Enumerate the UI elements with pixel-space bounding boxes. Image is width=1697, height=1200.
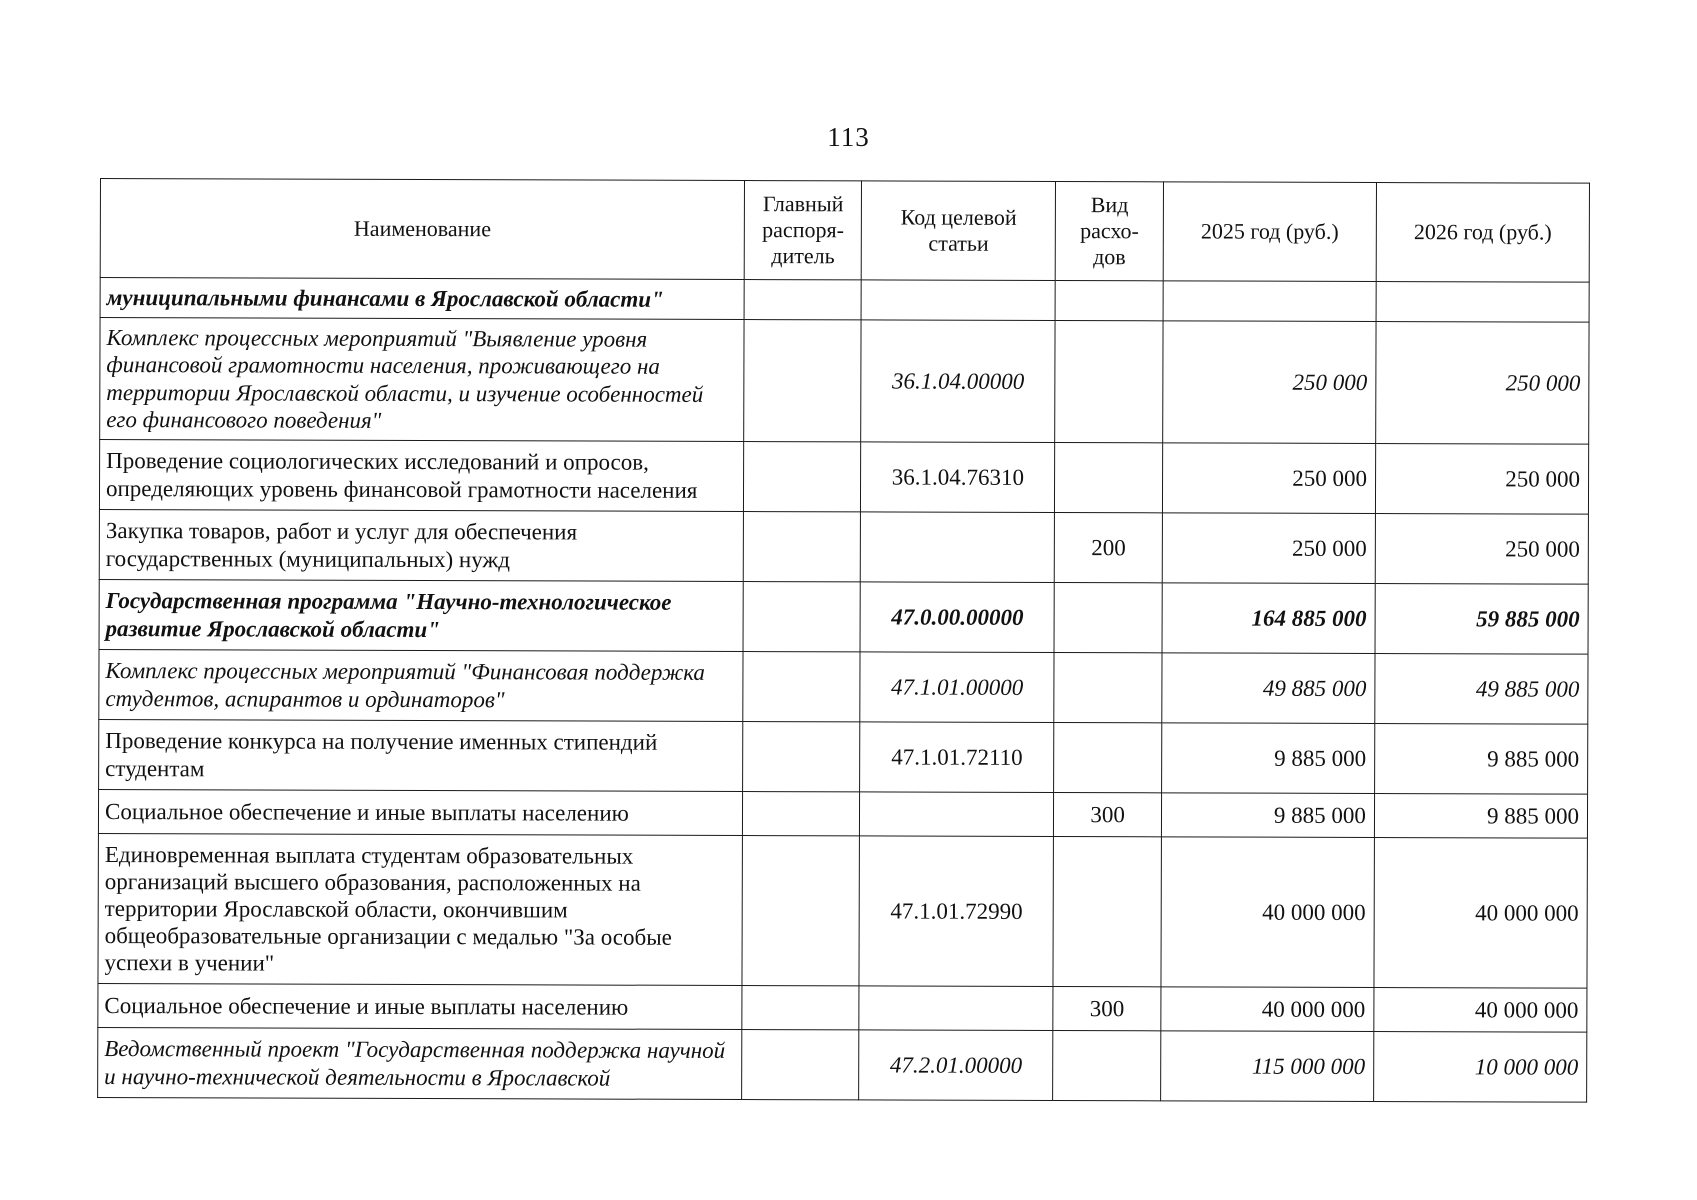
row-name-cell: Проведение конкурса на получение именных стипендий студентам [99, 719, 743, 791]
row-2026-cell [1376, 282, 1589, 323]
table-header-row [100, 179, 1589, 283]
header-code: Код целевой статьи [861, 181, 1056, 281]
row-2025-cell: 9 885 000 [1162, 723, 1375, 794]
row-2026-cell: 10 000 000 [1374, 1032, 1587, 1103]
row-kind-cell [1053, 1030, 1161, 1100]
row-2026-cell: 9 885 000 [1374, 794, 1587, 839]
row-kind-cell: 300 [1053, 986, 1161, 1030]
row-admin-cell [743, 722, 860, 792]
row-kind-cell: 300 [1054, 793, 1162, 837]
row-admin-cell [743, 652, 860, 722]
row-kind-cell [1055, 281, 1163, 321]
header-admin: Главный распоря-дитель [744, 181, 861, 280]
row-2026-cell: 59 885 000 [1375, 584, 1588, 655]
table-row [98, 1027, 1587, 1102]
row-kind-cell [1054, 583, 1162, 653]
row-2025-cell: 40 000 000 [1161, 837, 1374, 988]
row-admin-cell [743, 792, 860, 836]
row-name-cell: Комплекс процессных мероприятий "Выявление уровня финансовой грамотности населения, проживающего на территории Ярославской области, и изучение особенностей его финансового поведения" [100, 318, 745, 442]
row-admin-cell [743, 582, 860, 652]
row-2025-cell: 9 885 000 [1161, 793, 1374, 838]
row-code-cell: 47.1.01.00000 [860, 652, 1054, 723]
row-admin-cell [742, 986, 859, 1030]
row-kind-cell: 200 [1055, 513, 1163, 583]
row-2025-cell: 250 000 [1162, 513, 1375, 584]
header-2025: 2025 год (руб.) [1163, 182, 1376, 282]
table-row [99, 649, 1588, 724]
row-code-cell [859, 986, 1053, 1031]
row-code-cell: 47.2.01.00000 [859, 1030, 1053, 1101]
row-name-cell: Закупка товаров, работ и услуг для обеспечения государственных (муниципальных) нужд [99, 509, 743, 581]
row-kind-cell [1055, 321, 1163, 443]
row-admin-cell [742, 836, 859, 986]
row-name-cell: Социальное обеспечение и иные выплаты населению [98, 983, 742, 1029]
row-2025-cell: 250 000 [1162, 443, 1375, 514]
row-kind-cell [1054, 723, 1162, 793]
table-row [98, 983, 1587, 1032]
row-2026-cell: 40 000 000 [1374, 988, 1587, 1033]
table-row [99, 579, 1588, 654]
row-2026-cell: 40 000 000 [1374, 838, 1588, 989]
row-2025-cell: 49 885 000 [1162, 653, 1375, 724]
row-2026-cell: 250 000 [1376, 322, 1589, 445]
row-name-cell: Комплекс процессных мероприятий "Финансовая поддержка студентов, аспирантов и ординаторов" [99, 649, 743, 721]
row-admin-cell [742, 1030, 859, 1100]
row-kind-cell [1053, 836, 1161, 986]
row-2026-cell: 9 885 000 [1375, 724, 1588, 795]
table-row [100, 318, 1589, 445]
row-2025-cell: 115 000 000 [1161, 1031, 1374, 1102]
row-2026-cell: 49 885 000 [1375, 654, 1588, 725]
row-2026-cell: 250 000 [1375, 514, 1588, 585]
table-row [98, 833, 1587, 988]
header-kind: Вид расхо-дов [1056, 182, 1164, 281]
header-name: Наименование [100, 179, 745, 280]
row-admin-cell [744, 280, 861, 320]
row-code-cell [860, 792, 1054, 837]
row-code-cell: 36.1.04.00000 [861, 320, 1056, 443]
table-body [98, 278, 1590, 1103]
budget-table [97, 178, 1590, 1103]
table-row [98, 789, 1587, 838]
row-code-cell [860, 512, 1054, 583]
row-code-cell [861, 280, 1055, 321]
row-2025-cell: 164 885 000 [1162, 583, 1375, 654]
row-name-cell: Единовременная выплата студентам образовательных организаций высшего образования, расположенных на территории Ярославской области, окончившим общеобразовательные организации с медалью "За особые успехи в учении" [98, 833, 743, 985]
row-code-cell: 47.1.01.72110 [860, 722, 1054, 793]
row-name-cell: Социальное обеспечение и иные выплаты населению [98, 789, 742, 835]
row-name-cell: Государственная программа "Научно-технологическое развитие Ярославской области" [99, 579, 743, 651]
row-code-cell: 36.1.04.76310 [861, 442, 1055, 513]
row-admin-cell [744, 320, 861, 442]
table-row [99, 440, 1588, 515]
row-2025-cell: 250 000 [1163, 321, 1376, 444]
page-number: 113 [827, 122, 870, 152]
header-2026: 2026 год (руб.) [1376, 183, 1589, 283]
table-row [100, 278, 1589, 323]
row-kind-cell [1054, 653, 1162, 723]
row-2025-cell [1163, 281, 1376, 322]
row-kind-cell [1055, 443, 1163, 513]
table-row [99, 719, 1588, 794]
row-2026-cell: 250 000 [1375, 444, 1588, 515]
row-admin-cell [743, 512, 860, 582]
row-name-cell: муниципальными финансами в Ярославской области" [100, 278, 744, 320]
row-admin-cell [744, 442, 861, 512]
table-row [99, 509, 1588, 584]
row-code-cell: 47.1.01.72990 [859, 836, 1054, 987]
row-code-cell: 47.0.00.00000 [860, 582, 1054, 653]
row-2025-cell: 40 000 000 [1161, 987, 1374, 1032]
row-name-cell: Проведение социологических исследований и опросов, определяющих уровень финансовой грамотности населения [99, 440, 743, 512]
row-name-cell: Ведомственный проект "Государственная поддержка научной и научно-технической деятельности в Ярославской [98, 1027, 742, 1099]
